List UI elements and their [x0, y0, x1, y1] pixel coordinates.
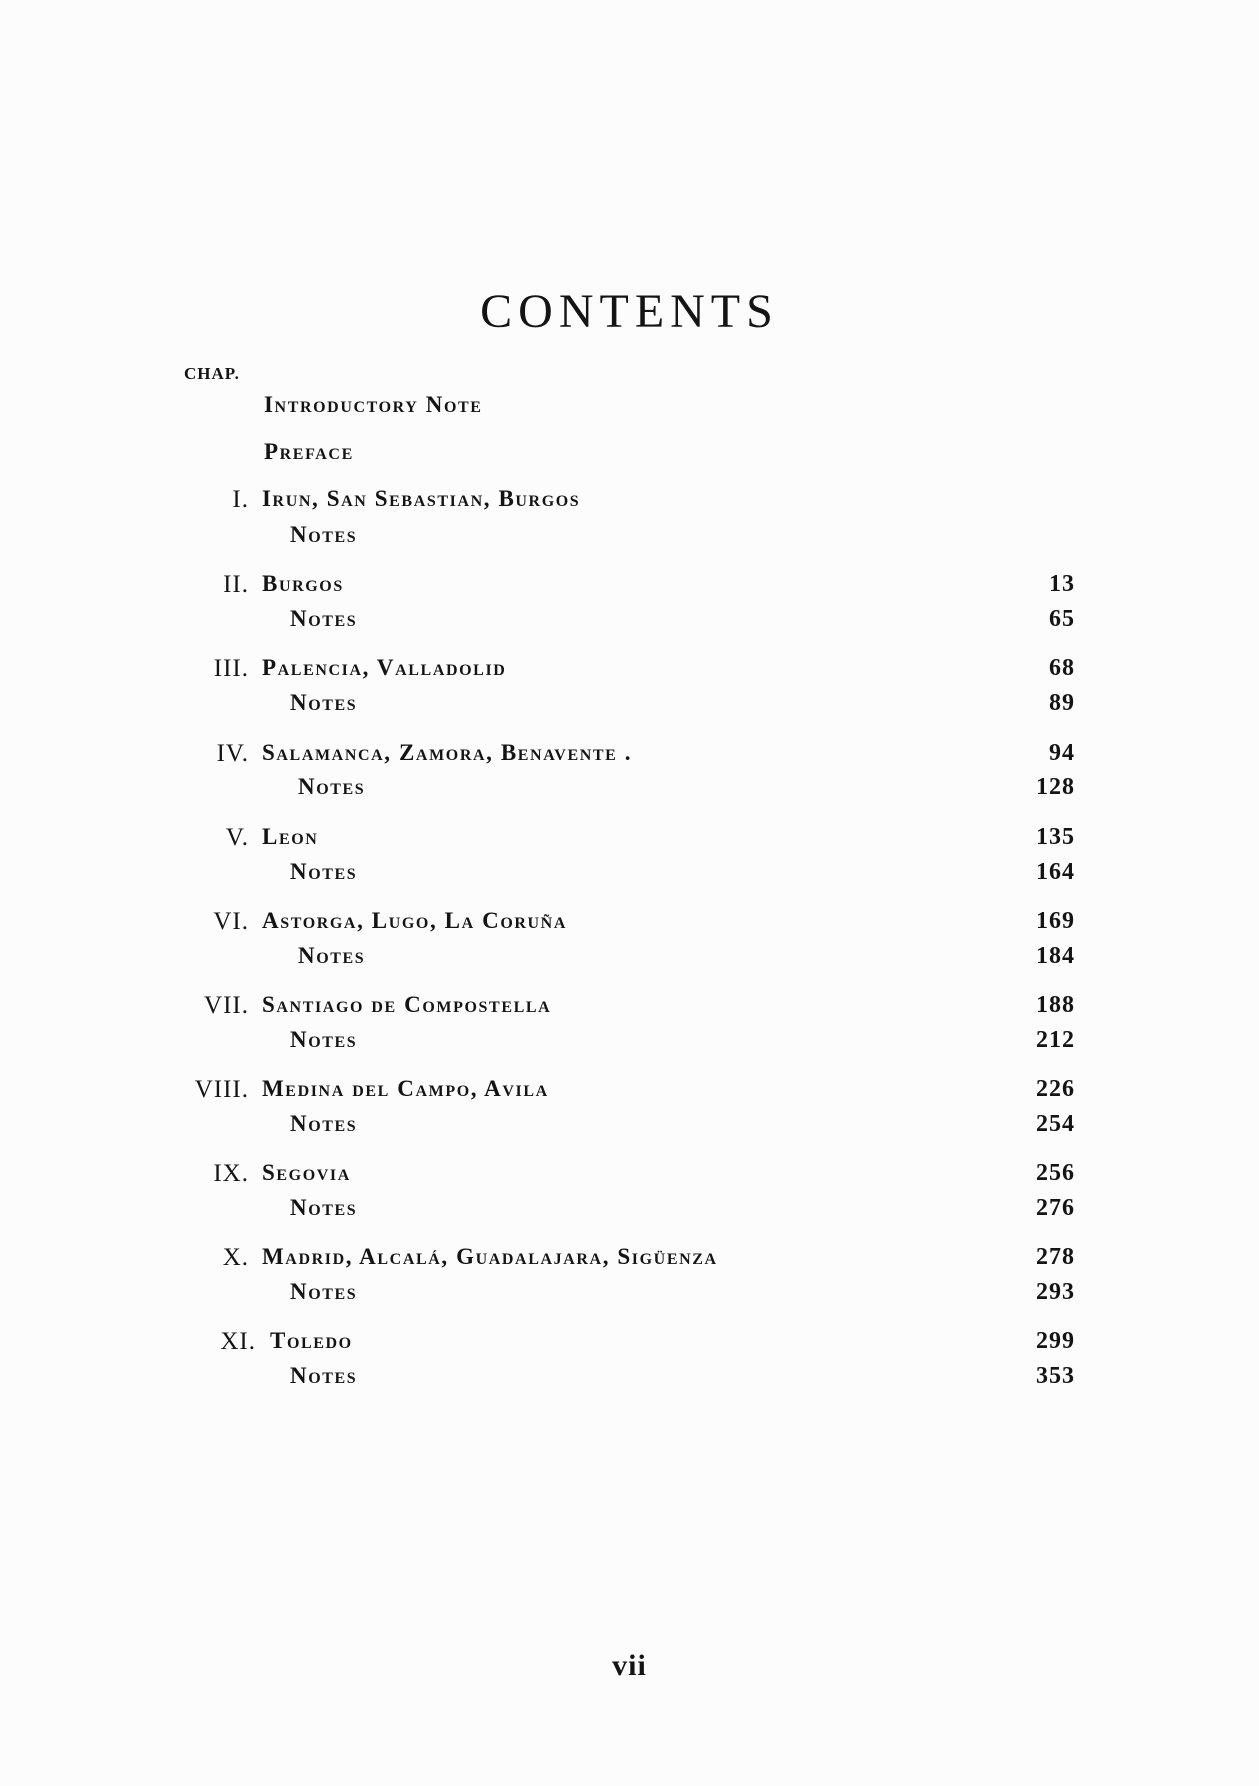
chapter-number: X. [222, 1244, 249, 1271]
notes-label: Notes [290, 1279, 358, 1304]
chapter-number: VI. [213, 908, 249, 935]
chapter-number: IV. [216, 740, 249, 767]
notes-label: Notes [290, 1363, 358, 1388]
chapter-page: 188 [1036, 992, 1075, 1018]
toc-notes-row [0, 690, 1259, 724]
notes-page: 184 [1036, 943, 1075, 969]
notes-page: 212 [1036, 1027, 1075, 1053]
chapter-number: V. [225, 824, 249, 851]
chapter-page: 226 [1036, 1076, 1075, 1102]
chapter-title: Madrid, Alcalá, Guadalajara, Sigüenza [262, 1244, 718, 1269]
notes-page: 65 [1049, 606, 1075, 632]
toc-notes-row [0, 522, 1259, 556]
toc-notes-row [0, 606, 1259, 640]
chapter-page: 256 [1036, 1160, 1075, 1186]
notes-page: 276 [1036, 1195, 1075, 1221]
chapter-page: 278 [1036, 1244, 1075, 1270]
chapter-title: Santiago de Compostella [262, 992, 552, 1017]
chapter-title: Astorga, Lugo, La Coruña [262, 908, 567, 933]
chapter-title: Segovia [262, 1160, 351, 1185]
toc-notes-row [0, 1195, 1259, 1229]
notes-page: 128 [1036, 774, 1075, 800]
toc-notes-row [0, 774, 1259, 808]
page-number-footer: vii [612, 1649, 647, 1682]
notes-label: Notes [290, 1027, 358, 1052]
page-title: CONTENTS [480, 285, 779, 338]
chapter-number: II. [223, 571, 249, 598]
notes-label: Notes [290, 606, 358, 631]
toc-notes-row [0, 1279, 1259, 1313]
notes-label: Notes [290, 522, 358, 547]
notes-label: Notes [290, 1111, 358, 1136]
notes-page: 293 [1036, 1279, 1075, 1305]
notes-page: 254 [1036, 1111, 1075, 1137]
entry-title: Introductory Note [264, 392, 483, 417]
notes-page: 164 [1036, 859, 1075, 885]
chapter-page: 169 [1036, 908, 1075, 934]
entry-title: Preface [264, 439, 354, 464]
toc-chapter-row [0, 1244, 1259, 1278]
notes-label: Notes [298, 774, 366, 799]
notes-label: Notes [290, 690, 358, 715]
toc-notes-row [0, 1111, 1259, 1145]
toc-chapter-row [0, 486, 1259, 520]
chapter-number: VII. [204, 992, 249, 1019]
chapter-page: 13 [1049, 571, 1075, 597]
chapter-title: Leon [262, 824, 319, 849]
chapter-number: XI. [220, 1328, 256, 1355]
toc-entry-front [0, 439, 1259, 473]
notes-page: 89 [1049, 690, 1075, 716]
toc-chapter-row [0, 655, 1259, 689]
toc-chapter-row [0, 1160, 1259, 1194]
chapter-title: Burgos [262, 571, 344, 596]
chapter-page: 135 [1036, 824, 1075, 850]
chapter-title: Toledo [270, 1328, 353, 1353]
notes-label: Notes [298, 943, 366, 968]
toc-chapter-row [0, 824, 1259, 858]
toc-chapter-row [0, 908, 1259, 942]
toc-entry-front [0, 392, 1259, 426]
toc-chapter-row [0, 992, 1259, 1026]
chapter-number: IX. [213, 1160, 249, 1187]
chapter-title: Medina del Campo, Avila [262, 1076, 549, 1101]
chapter-number: III. [213, 655, 249, 682]
chapter-number: VIII. [194, 1076, 249, 1103]
chapter-page: 94 [1049, 740, 1075, 766]
toc-chapter-row [0, 1328, 1259, 1362]
toc-notes-row [0, 943, 1259, 977]
chap-column-label: CHAP. [184, 364, 240, 383]
chapter-title: Salamanca, Zamora, Benavente . [262, 740, 633, 765]
chapter-title: Irun, San Sebastian, Burgos [262, 486, 581, 511]
toc-notes-row [0, 1363, 1259, 1397]
toc-chapter-row [0, 1076, 1259, 1110]
toc-chapter-row [0, 740, 1259, 774]
notes-page: 353 [1036, 1363, 1075, 1389]
toc-notes-row [0, 1027, 1259, 1061]
chapter-page: 299 [1036, 1328, 1075, 1354]
notes-label: Notes [290, 859, 358, 884]
chapter-number: I. [232, 486, 249, 513]
notes-label: Notes [290, 1195, 358, 1220]
chapter-page: 68 [1049, 655, 1075, 681]
chapter-title: Palencia, Valladolid [262, 655, 507, 680]
toc-notes-row [0, 859, 1259, 893]
toc-chapter-row [0, 571, 1259, 605]
